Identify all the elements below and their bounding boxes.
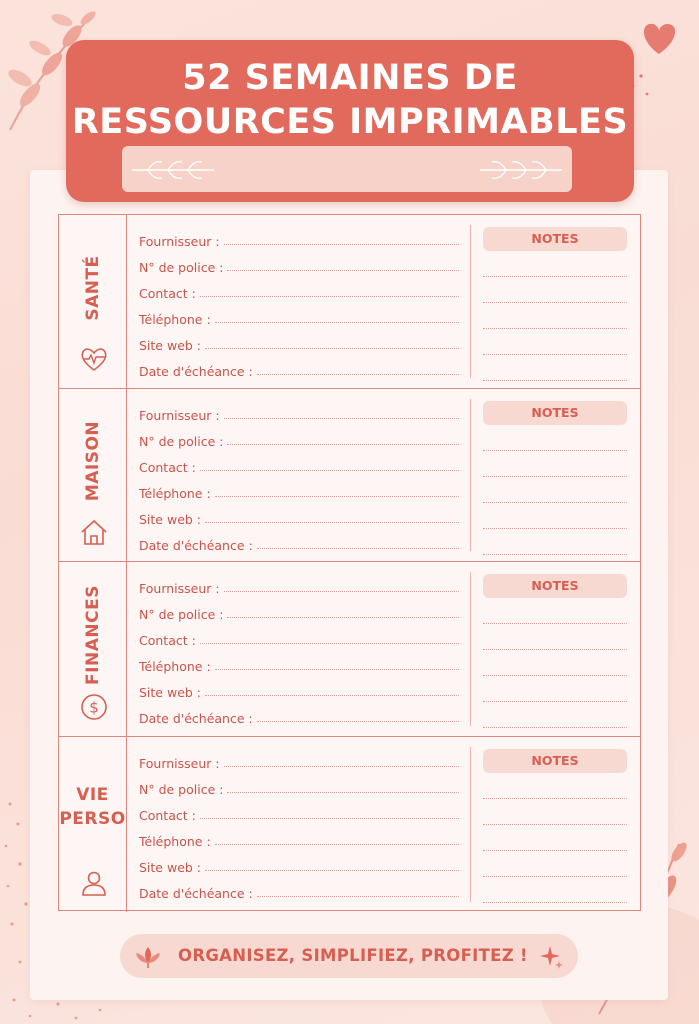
laurel-left-icon [128, 156, 218, 184]
week-ribbon [122, 146, 572, 192]
category-cell [59, 215, 127, 388]
lotus-icon [134, 943, 162, 969]
notes-column[interactable] [483, 574, 627, 728]
field-row[interactable]: Date d'échéance : [139, 355, 459, 381]
notes-column[interactable] [483, 227, 627, 381]
category-label: FINANCES [82, 585, 103, 686]
fields-list [139, 225, 459, 381]
category-cell [59, 737, 127, 912]
house-icon [79, 517, 109, 547]
records-grid [58, 214, 641, 911]
column-divider [470, 572, 471, 726]
field-row[interactable]: Téléphone : [139, 825, 459, 851]
category-cell [59, 389, 127, 561]
fields-list [139, 572, 459, 728]
section-maison [59, 389, 640, 562]
title-line-2: RESSOURCES IMPRIMABLES [71, 102, 629, 142]
field-row[interactable]: Contact : [139, 799, 459, 825]
footer-banner [120, 934, 578, 978]
field-row[interactable]: Téléphone : [139, 477, 459, 503]
notes-label: NOTES [483, 401, 627, 425]
field-row[interactable]: N° de police : [139, 251, 459, 277]
field-row[interactable]: Date d'échéance : [139, 877, 459, 903]
laurel-right-icon [476, 156, 566, 184]
notes-label: NOTES [483, 749, 627, 773]
field-row[interactable]: Fournisseur : [139, 225, 459, 251]
notes-column[interactable] [483, 401, 627, 555]
field-row[interactable]: Contact : [139, 451, 459, 477]
sparkle-icon [538, 944, 564, 970]
field-row[interactable]: Date d'échéance : [139, 529, 459, 555]
field-row[interactable]: Contact : [139, 624, 459, 650]
column-divider [470, 399, 471, 551]
title-line-1: 52 SEMAINES DE [182, 58, 518, 98]
fields-list [139, 399, 459, 555]
section-finances [59, 562, 640, 737]
field-row[interactable]: Fournisseur : [139, 399, 459, 425]
field-row[interactable]: Site web : [139, 503, 459, 529]
column-divider [470, 225, 471, 378]
section-sante [59, 215, 640, 389]
notes-label: NOTES [483, 574, 627, 598]
category-label: MAISON [82, 421, 103, 502]
field-row[interactable]: N° de police : [139, 773, 459, 799]
heart-icon [625, 14, 685, 104]
category-label: VIE PERSO [59, 785, 126, 829]
column-divider [470, 747, 471, 902]
field-row[interactable]: Site web : [139, 329, 459, 355]
field-row[interactable]: Date d'échéance : [139, 702, 459, 728]
field-row[interactable]: Fournisseur : [139, 747, 459, 773]
footer-slogan: ORGANISEZ, SIMPLIFIEZ, PROFITEZ ! [178, 946, 528, 965]
category-cell [59, 562, 127, 736]
field-row[interactable]: Fournisseur : [139, 572, 459, 598]
dollar-coin-icon [79, 692, 109, 722]
field-row[interactable]: N° de police : [139, 425, 459, 451]
section-vie-perso [59, 737, 640, 912]
category-label: SANTÉ [82, 254, 103, 321]
field-row[interactable]: Téléphone : [139, 303, 459, 329]
field-row[interactable]: Site web : [139, 851, 459, 877]
field-row[interactable]: Site web : [139, 676, 459, 702]
person-icon [79, 868, 109, 898]
page-title [66, 56, 634, 144]
field-row[interactable]: Contact : [139, 277, 459, 303]
field-row[interactable]: N° de police : [139, 598, 459, 624]
heart-pulse-icon [79, 344, 109, 374]
fields-list [139, 747, 459, 903]
notes-label: NOTES [483, 227, 627, 251]
field-row[interactable]: Téléphone : [139, 650, 459, 676]
svg-text:$: $ [89, 698, 99, 717]
notes-column[interactable] [483, 749, 627, 903]
